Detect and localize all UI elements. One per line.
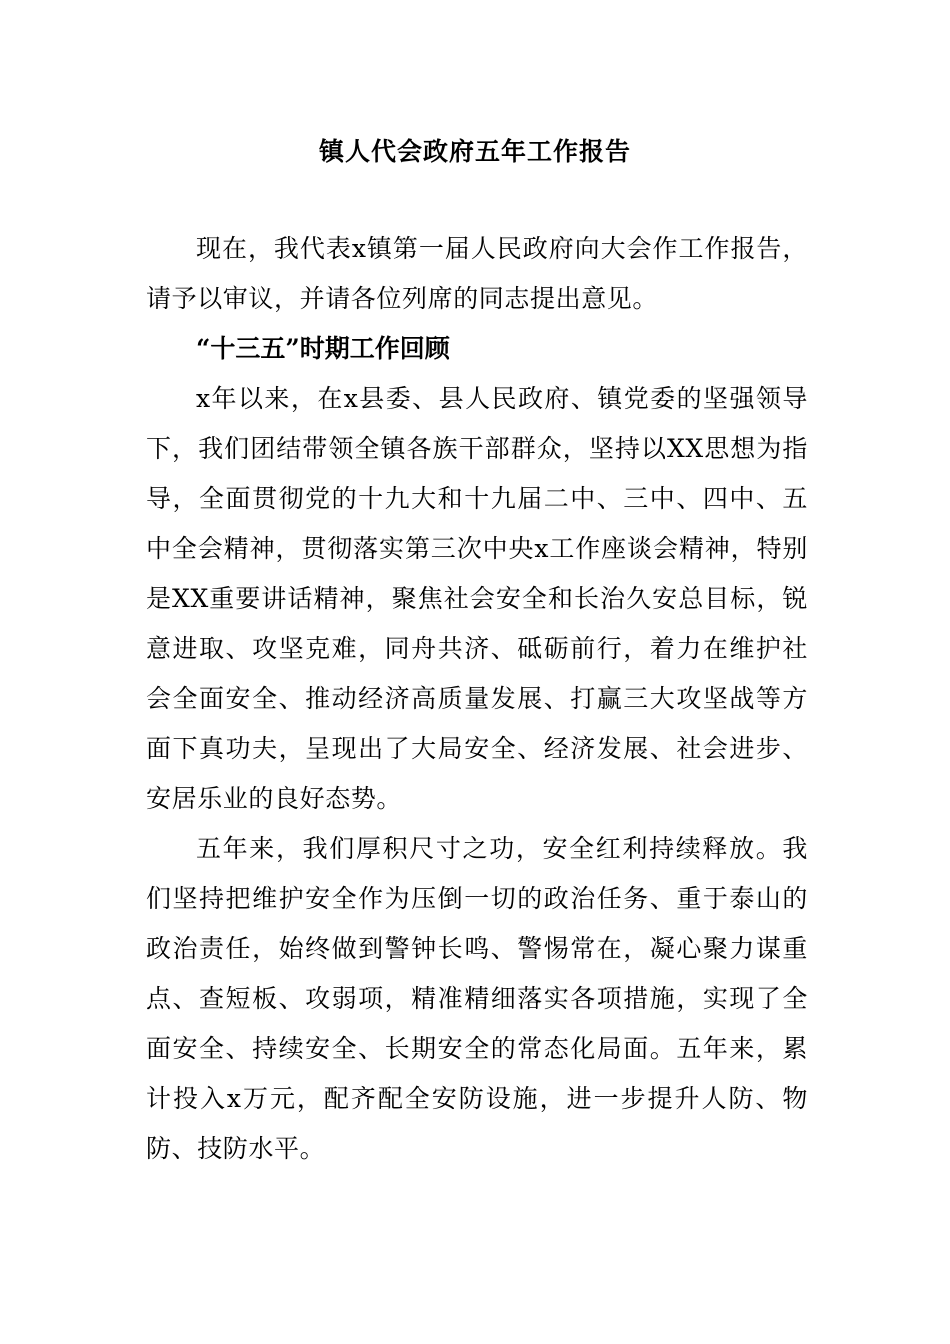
intro-paragraph: 现在，我代表x镇第一届人民政府向大会作工作报告，请予以审议，并请各位列席的同志提出意见。: [146, 234, 808, 313]
review-paragraph-1: x年以来，在x县委、县人民政府、镇党委的坚强领导下，我们团结带领全镇各族干部群众，坚持以XX思想为指导，全面贯彻党的十九大和十九届二中、三中、四中、五中全会精神，贯彻落实第三次中央x工作座谈会精神，特别是XX重要讲话精神，聚焦社会安全和长治久安总目标，锐意进取、攻坚克难，同舟共济、砥砺前行，着力在维护社会全面安全、推动经济高质量发展、打赢三大攻坚战等方面下真功夫，呈现出了大局安全、经济发展、社会进步、安居乐业的良好态势。: [146, 384, 808, 813]
section-heading: “十三五”时期工作回顾: [196, 334, 450, 363]
document-body: [146, 224, 808, 1174]
document-title: 镇人代会政府五年工作报告: [318, 137, 631, 166]
review-paragraph-2: 五年来，我们厚积尺寸之功，安全红利持续释放。我们坚持把维护安全作为压倒一切的政治任务、重于泰山的政治责任，始终做到警钟长鸣、警惕常在，凝心聚力谋重点、查短板、攻弱项，精准精细落实各项措施，实现了全面安全、持续安全、长期安全的常态化局面。五年来，累计投入x万元，配齐配全安防设施，进一步提升人防、物防、技防水平。: [146, 834, 808, 1163]
